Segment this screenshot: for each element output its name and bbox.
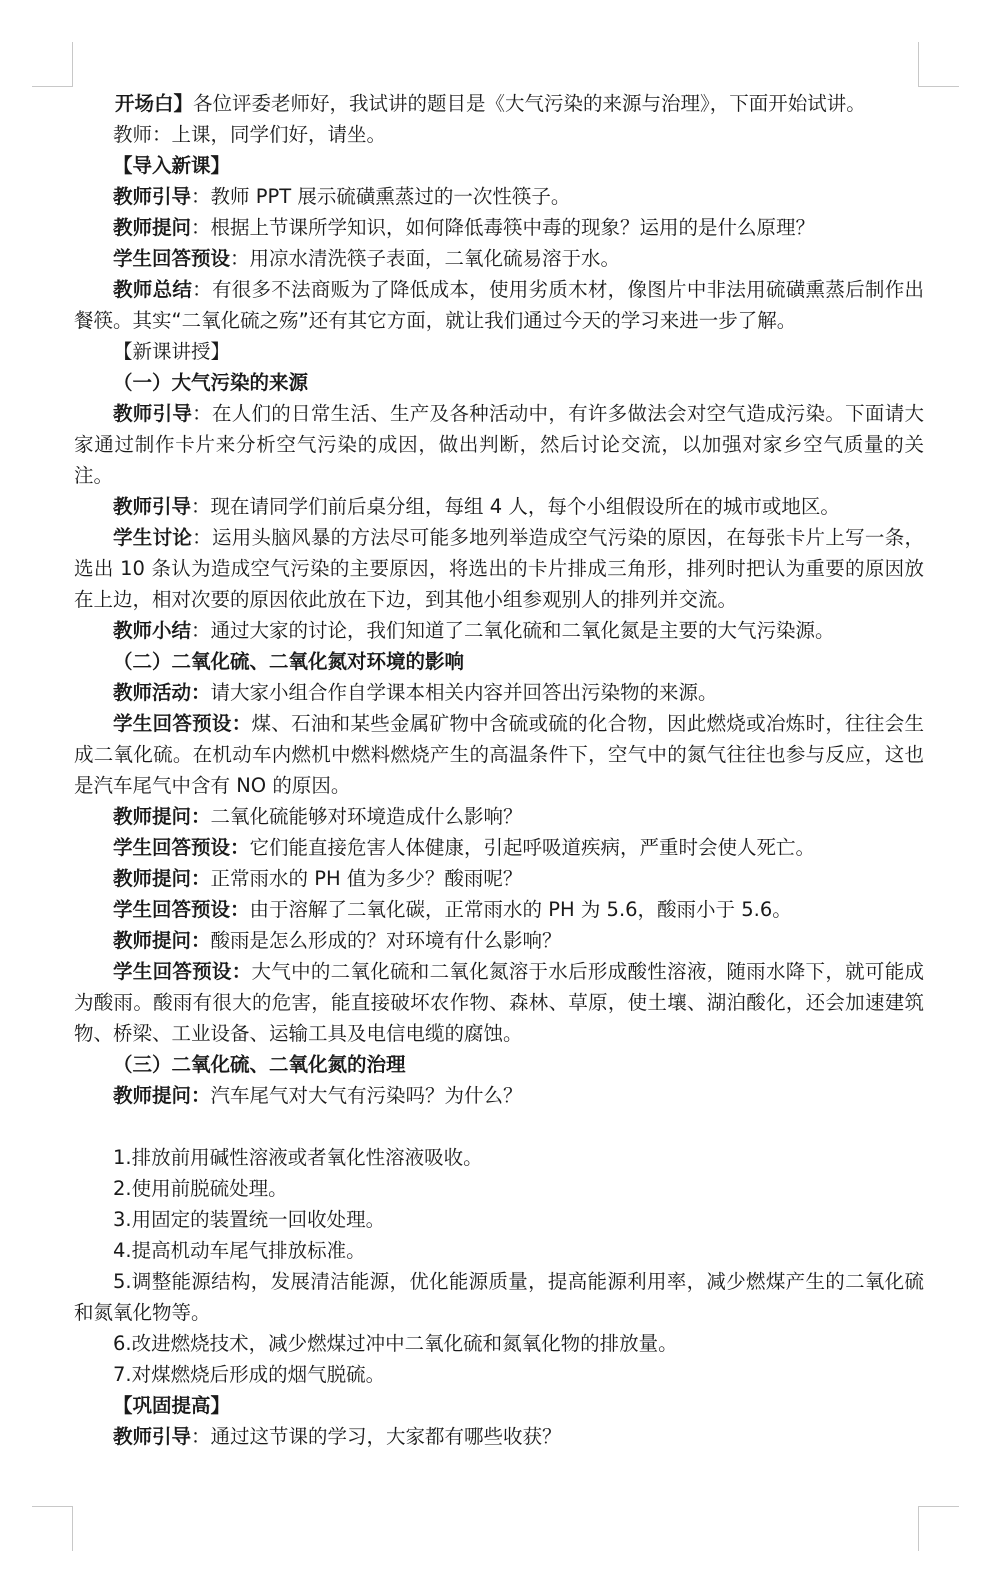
paragraph-label: 教师提问：: [113, 867, 211, 890]
paragraph: [74, 708, 924, 801]
paragraph-label: 教师活动：: [113, 681, 211, 704]
list-item: 1.排放前用碱性溶液或者氧化性溶液吸收。: [113, 1146, 483, 1169]
paragraph-label: 教师提问：: [113, 929, 211, 952]
document-body: [74, 88, 924, 1452]
paragraph-label: 学生回答预设：: [113, 960, 252, 983]
paragraph-text: 请大家小组合作自学课本相关内容并回答出污染物的来源。: [210, 681, 718, 704]
paragraph-text: 汽车尾气对大气有污染吗？为什么？: [210, 1084, 523, 1107]
paragraph-label: 开场白】: [114, 92, 193, 115]
paragraph-label: 教师引导: [113, 402, 193, 425]
paragraph: [74, 181, 924, 212]
paragraph-text: 大气中的二氧化硫和二氧化氮溶于水后形成酸性溶液，随雨水降下，就可能成为酸雨。酸雨有很大的危害，能直接破坏农作物、森林、草原，使土壤、湖泊酸化，还会加速建筑物、桥梁、工业设备、运输工具及电信电缆的腐蚀。: [74, 960, 924, 1045]
list-item: 2.使用前脱硫处理。: [113, 1177, 288, 1200]
paragraph: [74, 801, 924, 832]
section-heading: [74, 336, 924, 367]
subsection-heading: [74, 646, 924, 677]
paragraph-text: ：通过这节课的学习，大家都有哪些收获？: [191, 1425, 562, 1448]
paragraph-label: 教师小结: [113, 619, 192, 642]
paragraph-text: ：用凉水清洗筷子表面，二氧化硫易溶于水。: [230, 247, 621, 270]
paragraph: [74, 677, 924, 708]
paragraph-text: 二氧化硫能够对环境造成什么影响？: [210, 805, 523, 828]
crop-mark-top-left: [32, 42, 73, 87]
section-heading: [74, 150, 924, 181]
paragraph-label: （三）二氧化硫、二氧化氮的治理: [113, 1053, 406, 1076]
paragraph-label: 教师提问：: [113, 1084, 211, 1107]
paragraph-label: 学生回答预设：: [113, 712, 252, 735]
paragraph: [74, 274, 924, 336]
paragraph-text: ：通过大家的讨论，我们知道了二氧化硫和二氧化氮是主要的大气污染源。: [191, 619, 835, 642]
paragraph-text: ：现在请同学们前后桌分组，每组 4 人，每个小组假设所在的城市或地区。: [191, 495, 840, 518]
paragraph-label: （二）二氧化硫、二氧化氮对环境的影响: [113, 650, 465, 673]
list-item: 7.对煤燃烧后形成的烟气脱硫。: [113, 1363, 386, 1386]
paragraph: [74, 615, 924, 646]
paragraph-text: ：教师 PPT 展示硫磺熏蒸过的一次性筷子。: [191, 185, 571, 208]
paragraph: [74, 212, 924, 243]
paragraph-label: （一）大气污染的来源: [113, 371, 309, 394]
list-item: 3.用固定的装置统一回收处理。: [113, 1208, 386, 1231]
crop-mark-top-right: [918, 42, 959, 87]
paragraph-label: 学生讨论: [113, 526, 193, 549]
paragraph-text: 它们能直接危害人体健康，引起呼吸道疾病，严重时会使人死亡。: [249, 836, 816, 859]
crop-mark-bottom-left: [32, 1506, 73, 1551]
paragraph-label: 教师引导: [113, 1425, 192, 1448]
paragraph: [74, 925, 924, 956]
paragraph: [74, 1080, 924, 1111]
section-heading: [74, 1390, 924, 1421]
paragraph-label: 【巩固提高】: [113, 1394, 231, 1417]
paragraph-label: 学生回答预设：: [113, 898, 250, 921]
crop-mark-bottom-right: [918, 1506, 959, 1551]
paragraph: [74, 863, 924, 894]
paragraph-text: 煤、石油和某些金属矿物中含硫或硫的化合物，因此燃烧或冶炼时，往往会生成二氧化硫。在机动车内燃机中燃料燃烧产生的高温条件下，空气中的氮气往往也参与反应，这也是汽车尾气中含有 NO 的原因。: [74, 712, 924, 797]
paragraph: [74, 491, 924, 522]
subsection-heading: [74, 1049, 924, 1080]
paragraph-opening: [74, 88, 924, 119]
paragraph: [74, 522, 924, 615]
paragraph-text: 各位评委老师好，我试讲的题目是《大气污染的来源与治理》，下面开始试讲。: [192, 92, 866, 115]
paragraph-text: 由于溶解了二氧化碳，正常雨水的 PH 为 5.6，酸雨小于 5.6。: [249, 898, 792, 921]
list-item: 6.改进燃烧技术，减少燃煤过冲中二氧化硫和氮氧化物的排放量。: [113, 1332, 678, 1355]
paragraph-text: ：有很多不法商贩为了降低成本，使用劣质木材，像图片中非法用硫磺熏蒸后制作出餐筷。其实“二氧化硫之殇”还有其它方面，就让我们通过今天的学习来进一步了解。: [74, 278, 924, 332]
paragraph: [74, 398, 924, 491]
paragraph: [74, 1421, 924, 1452]
paragraph-label: 教师引导: [113, 185, 192, 208]
paragraph-label: 学生回答预设：: [113, 836, 250, 859]
list-item: 5.调整能源结构，发展清洁能源，优化能源质量，提高能源利用率，减少燃煤产生的二氧化硫和氮氧化物等。: [74, 1270, 924, 1324]
paragraph-text: 【新课讲授】: [113, 340, 231, 363]
paragraph: [74, 243, 924, 274]
paragraph: [74, 119, 924, 150]
paragraph-label: 教师引导: [113, 495, 192, 518]
paragraph-label: 教师总结: [113, 278, 193, 301]
paragraph: [74, 894, 924, 925]
blank-line: [74, 1111, 924, 1142]
paragraph-text: 正常雨水的 PH 值为多少？酸雨呢？: [210, 867, 523, 890]
paragraph-text: ：根据上节课所学知识，如何降低毒筷中毒的现象？运用的是什么原理？: [191, 216, 816, 239]
paragraph: [74, 956, 924, 1049]
list-item: 4.提高机动车尾气排放标准。: [113, 1239, 366, 1262]
paragraph-text: 教师：上课，同学们好，请坐。: [113, 123, 387, 146]
paragraph: [74, 832, 924, 863]
paragraph-text: 酸雨是怎么形成的？对环境有什么影响？: [210, 929, 562, 952]
paragraph-label: 学生回答预设: [113, 247, 231, 270]
subsection-heading: [74, 367, 924, 398]
paragraph-text: ：运用头脑风暴的方法尽可能多地列举造成空气污染的原因，在每张卡片上写一条，选出 10 条认为造成空气污染的主要原因，将选出的卡片排成三角形，排列时把认为重要的原因放在上边，相对次要的原因依此放在下边，到其他小组参观别人的排列并交流。: [74, 526, 924, 611]
paragraph-label: 教师提问: [113, 216, 192, 239]
paragraph-text: ：在人们的日常生活、生产及各种活动中，有许多做法会对空气造成污染。下面请大家通过制作卡片来分析空气污染的成因，做出判断，然后讨论交流，以加强对家乡空气质量的关注。: [74, 402, 924, 487]
paragraph-label: 教师提问：: [113, 805, 211, 828]
paragraph-label: 【导入新课】: [113, 154, 231, 177]
